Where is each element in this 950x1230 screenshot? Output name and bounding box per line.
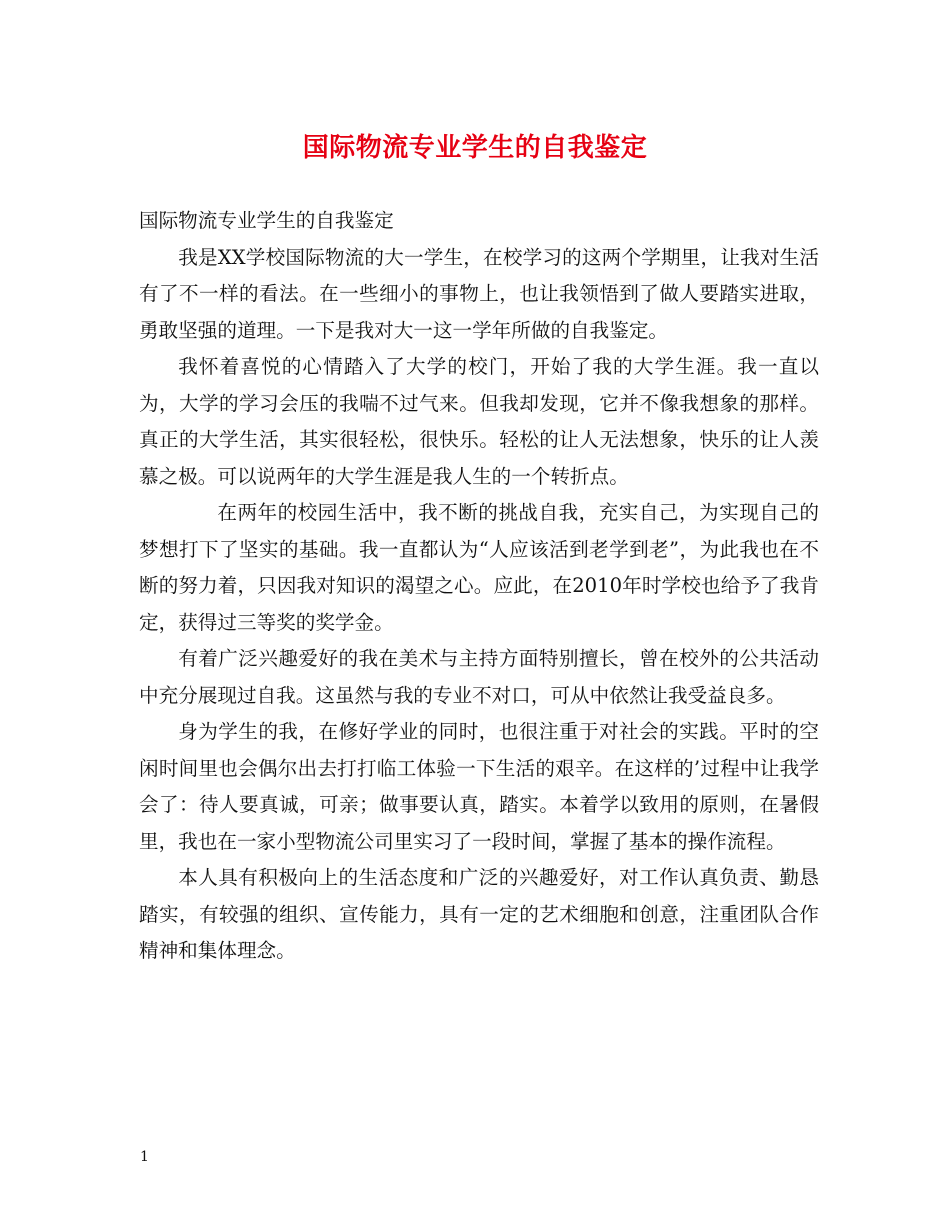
paragraph-college-life: 我怀着喜悦的心情踏入了大学的校门，开始了我的大学生涯。我一直以为，大学的学习会压的我喘不过气来。但我却发现，它并不像我想象的那样。真正的大学生活，其实很轻松，很快乐。轻松的让人无法想象，快乐的让人羡慕之极。可以说两年的大学生涯是我人生的一个转折点。 [139, 355, 819, 488]
paragraph-social-practice: 身为学生的我，在修好学业的同时，也很注重于对社会的实践。平时的空闲时间里也会偶尔出去打打临工体验一下生活的艰辛。在这样的’过程中让我学会了：待人要真诚，可亲；做事要认真，踏实。本着学以致用的原则，在暑假里，我也在一家小型物流公司里实习了一段时间，掌握了基本的操作流程。 [139, 720, 819, 853]
page-number: 1 [140, 1149, 149, 1165]
document-subtitle: 国际物流专业学生的自我鉴定 [139, 209, 394, 232]
paragraph-self-challenge: 在两年的校园生活中，我不断的挑战自我，充实自己，为实现自己的梦想打下了坚实的基础。我一直都认为“人应该活到老学到老”，为此我也在不断的努力着，只因我对知识的渴望之心。应此，在2010年时学校也给予了我肯定，获得过三等奖的奖学金。 [139, 501, 819, 634]
paragraph-intro: 我是XX学校国际物流的大一学生，在校学习的这两个学期里，让我对生活有了不一样的看法。在一些细小的事物上，也让我领悟到了做人要踏实进取，勇敢坚强的道理。一下是我对大一这一学年所做的自我鉴定。 [139, 245, 819, 342]
document-title: 国际物流专业学生的自我鉴定 [302, 133, 648, 163]
document-body [139, 203, 819, 970]
paragraph-interests: 有着广泛兴趣爱好的我在美术与主持方面特别擅长，曾在校外的公共活动中充分展现过自我。这虽然与我的专业不对口，可从中依然让我受益良多。 [139, 647, 819, 707]
paragraph-summary: 本人具有积极向上的生活态度和广泛的兴趣爱好，对工作认真负责、勤恳踏实，有较强的组织、宣传能力，具有一定的艺术细胞和创意，注重团队合作精神和集体理念。 [139, 866, 819, 962]
